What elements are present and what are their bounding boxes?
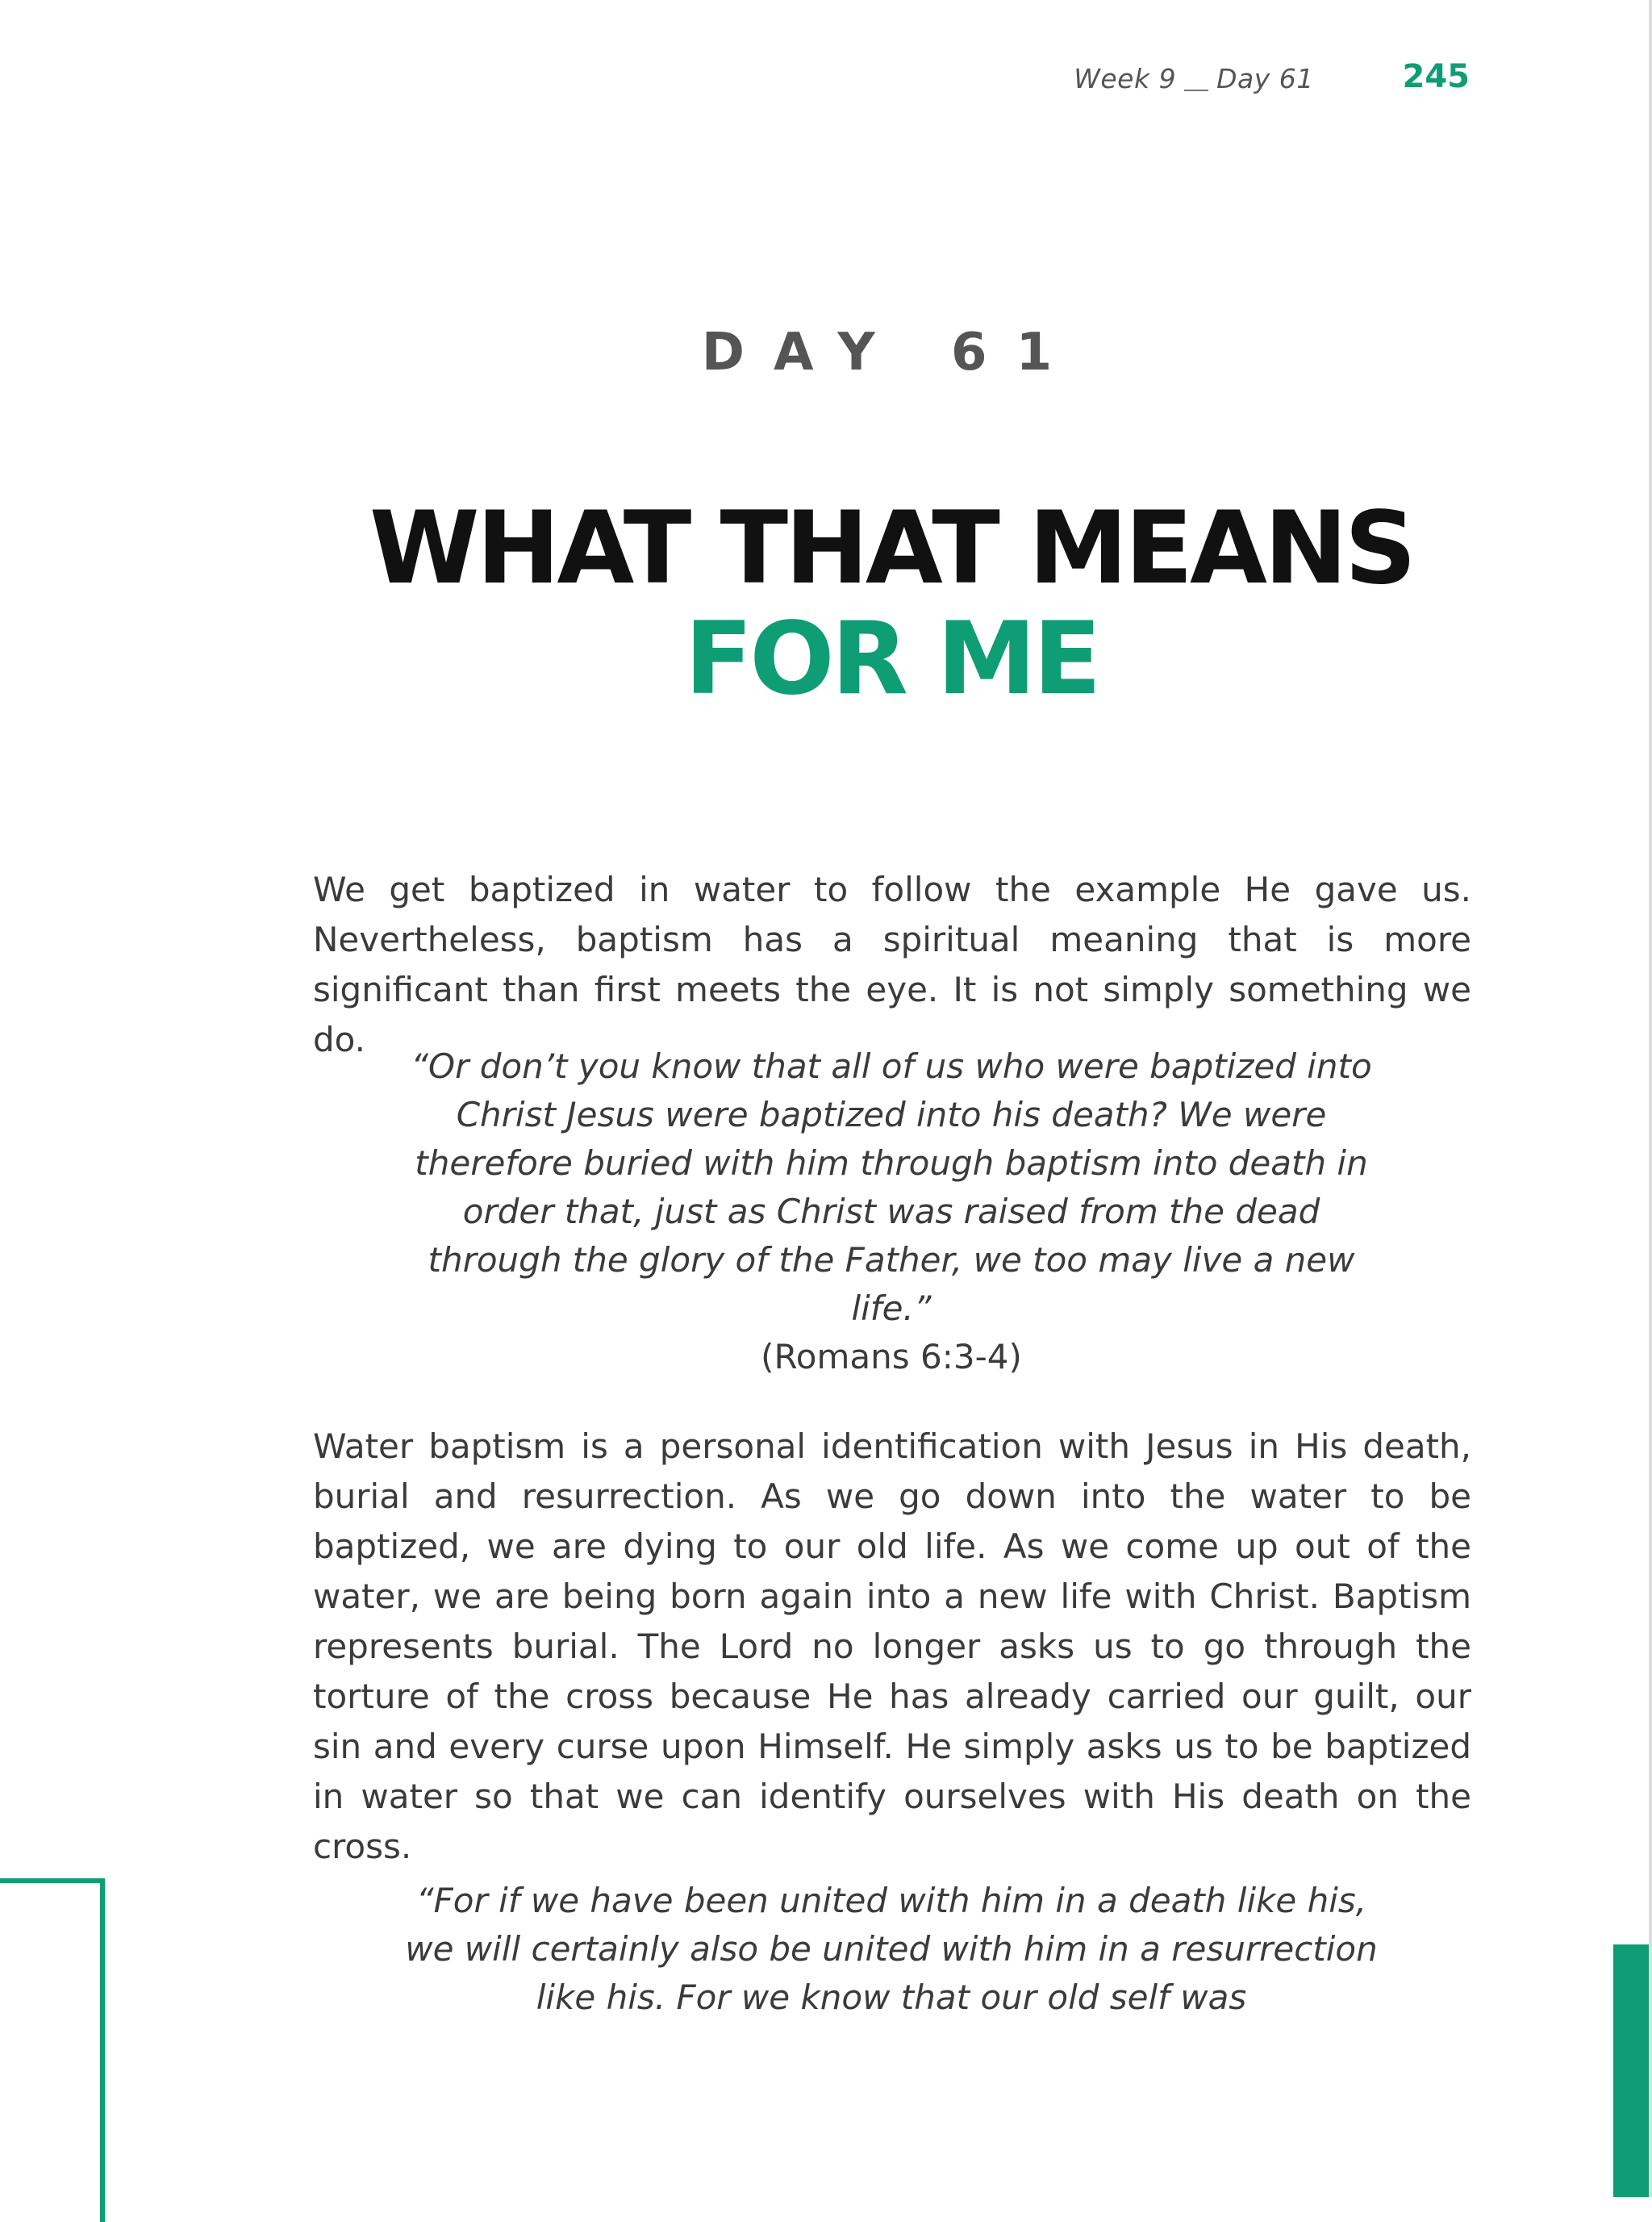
header-day: Day 61 <box>1216 63 1314 94</box>
paragraph-2: Water baptism is a personal identification with Jesus in His death, burial and resurrection. As we go down into the water to be baptized, we are dying to our old life. As we come up out of the water, we are being born again into a new life with Christ. Baptism represents burial. The Lord no longer asks us to go through the torture of the cross because He has already carried our guilt, our sin and every curse upon Himself. He simply asks us to be baptized in water so that we can identify ourselves with His death on the cross. <box>313 1426 1471 1866</box>
header-week: Week 9 <box>1074 63 1177 94</box>
quote-1-text: “Or don’t you know that all of us who were baptized into Christ Jesus were baptized into his death? We were therefore buried with him through baptism into death in order that, just as Christ was raised from the dead through the glory of the Father, we too may live a new life.” <box>411 1046 1372 1328</box>
title-line-2: FOR ME <box>684 601 1099 717</box>
scripture-quote-2 <box>403 1877 1379 2022</box>
running-header <box>1041 63 1347 94</box>
quote-2-text: “For if we have been united with him in a death like his, we will certainly also be united with him in a resurrection like his. For we know that our old self was <box>405 1881 1378 2017</box>
page-number: 245 <box>1402 58 1470 95</box>
scripture-quote-1 <box>403 1042 1379 1381</box>
paragraph-1: We get baptized in water to follow the example He gave us. Nevertheless, baptism has a spiritual meaning that is more significant than first meets the eye. It is not simply something we do. <box>313 870 1471 1059</box>
quote-1-reference: (Romans 6:3-4) <box>761 1337 1022 1376</box>
header-separator <box>1184 90 1208 91</box>
decorative-bar <box>1613 1944 1649 2197</box>
day-label: DAY 61 <box>701 323 1082 382</box>
title-line-1: WHAT THAT MEANS <box>369 491 1414 607</box>
decorative-bracket <box>0 1878 105 2222</box>
